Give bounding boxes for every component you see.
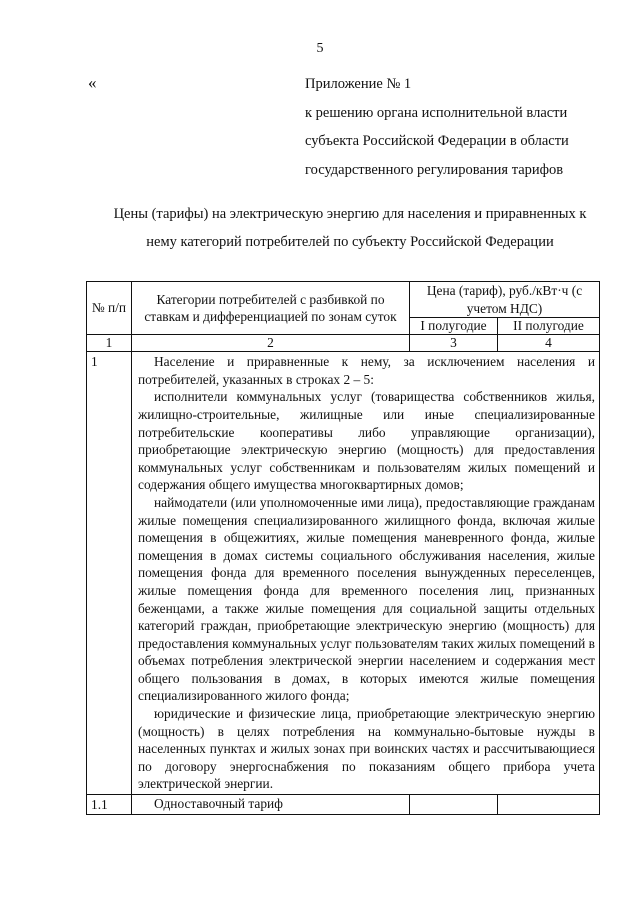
category-paragraph: Население и приравненные к нему, за исключением населения и потребителей, указанных в строках 2 – 5: (138, 354, 595, 387)
header-half2: II полугодие (498, 318, 600, 335)
header-half1: I полугодие (410, 318, 498, 335)
category-paragraph: наймодатели (или уполномоченные ими лица), предоставляющие гражданам жилые помещения специализированного жилищного фонда, включая жилые помещения в общежитиях, жилые помещения маневренного фонда, жилые помещения в домах системы социального обслуживания населения, жилые помещения фонда для временного поселения вынужденных переселенцев, жилые помещения фонда для временного поселения лиц, признанных беженцами, а также жилые помещения для социальной защиты отдельных категорий граждан, приобретающие электрическую энергию (мощность) для предоставления коммунальных услуг пользователям таких жилых помещений в объемах потребления электрической энергии населением и содержания мест общего пользования в домах, в которых имеются жилые помещения специализированного жилого фонда; (138, 494, 595, 704)
column-number: 4 (498, 335, 600, 352)
column-number: 3 (410, 335, 498, 352)
column-number: 1 (87, 335, 132, 352)
column-number-row (87, 335, 600, 352)
header-price: Цена (тариф), руб./кВт·ч (с учетом НДС) (410, 282, 600, 318)
price-half1-cell (410, 795, 498, 815)
appendix-line: субъекта Российской Федерации в области (305, 133, 569, 149)
header-number: № п/п (87, 282, 132, 335)
appendix-line: к решению органа исполнительной власти (305, 104, 568, 121)
tariff-table (86, 281, 600, 815)
appendix-line: государственного регулирования тарифов (305, 161, 564, 178)
opening-quote-mark: « (88, 73, 97, 92)
header-categories: Категории потребителей с разбивкой по ставкам и дифференциацией по зонам суток (132, 282, 410, 335)
appendix-title: Приложение № 1 (305, 76, 412, 92)
category-paragraph: исполнители коммунальных услуг (товарищества собственников жилья, жилищно-строительные, жилищные или иные специализированные потребительские кооперативы либо управляющие организации), приобретающие электрическую энергию (мощность) для предоставления коммунальных услуг собственникам и пользователям жилых помещений и содержания общего имущества многоквартирных домов; (138, 389, 595, 493)
row-number: 1 (87, 352, 132, 795)
document-title: Цены (тарифы) на электрическую энергию для населения и приравненных к нему категорий потребителей по субъекту Российской Федерации (113, 206, 587, 250)
category-paragraph: юридические и физические лица, приобретающие электрическую энергию (мощность) в целях потребления на коммунально-бытовые нужды в населенных пунктах и жилых зонах при воинских частях и рассчитывающиеся по договору энергоснабжения по показаниям общего прибора учета электрической энергии. (138, 706, 595, 792)
category-description (132, 352, 600, 795)
row-label: Одноставочный тариф (132, 795, 410, 815)
column-number: 2 (132, 335, 410, 352)
table-header-row (87, 282, 600, 318)
page-number: 5 (316, 41, 324, 56)
table-row (87, 795, 600, 815)
price-half2-cell (498, 795, 600, 815)
row-number: 1.1 (87, 795, 132, 815)
appendix-header (305, 70, 569, 184)
table-row (87, 352, 600, 795)
